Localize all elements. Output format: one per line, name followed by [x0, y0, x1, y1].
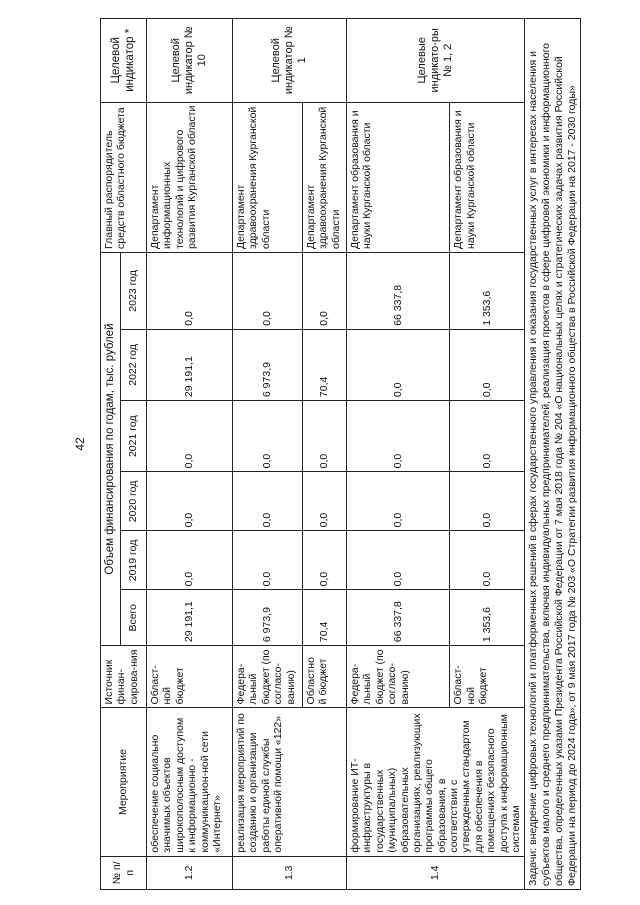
distributor-cell: Департамент здравоохранения Курганской области	[303, 102, 347, 252]
year-value-cell: 0,0	[147, 401, 233, 472]
source-cell: Област-ной бюджет	[147, 646, 233, 708]
total-cell: 29 191,1	[147, 590, 233, 646]
year-value-cell: 66 337,8	[347, 252, 450, 329]
table-row	[233, 19, 303, 890]
year-value-cell: 0,0	[347, 472, 450, 531]
event-cell: реализация мероприятий по созданию и организации работы единой службы оперативной помощи «122»	[233, 708, 347, 856]
year-value-cell: 0,0	[147, 531, 233, 590]
year-value-cell: 6 973,9	[233, 329, 303, 400]
rotated-table-container	[100, 18, 578, 890]
table-row	[347, 19, 450, 890]
year-value-cell: 0,0	[233, 252, 303, 329]
year-value-cell: 0,0	[450, 531, 525, 590]
year-value-cell: 0,0	[147, 472, 233, 531]
header-year-2023: 2023 год	[121, 252, 147, 329]
year-value-cell: 0,0	[450, 401, 525, 472]
task-text: Задачи: внедрение цифровых технологий и платформенных решений в сферах государственного управления и оказания государственных услуг в интересах населения и субъектов малого и среднего предпринимательства, включая индивидуальных предпринимателей, реализация проектов в сфере цифровой экономики и информационного общества, определенных указами Президента Российской Федерации от 7 мая 2018 года № 204 «О национальных целях и стратегических задачах развития Российской Федерации на период до 2024 года», от 9 мая 2017 года № 203 «О Стратегии развития информационного общества в Российской Федерации на 2017 - 2030 годы»	[525, 19, 581, 890]
header-year-2019: 2019 год	[121, 531, 147, 590]
year-value-cell: 0,0	[233, 531, 303, 590]
header-no: № п/п	[101, 856, 147, 889]
distributor-cell: Департамент образования и науки Курганской области	[347, 102, 450, 252]
indicator-cell: Целевые индикато-ры № 1, 2	[347, 19, 525, 103]
total-cell: 70,4	[303, 590, 347, 646]
year-value-cell: 29 191,1	[147, 329, 233, 400]
year-value-cell: 0,0	[303, 531, 347, 590]
year-value-cell: 0,0	[233, 472, 303, 531]
year-value-cell: 0,0	[303, 401, 347, 472]
header-volume: Объем финансирования по годам, тыс. рублей	[101, 252, 121, 645]
header-indicator: Целевой индикатор *	[101, 19, 147, 103]
distributor-cell: Департамент информационных технологий и цифрового развития Курганской области	[147, 102, 233, 252]
source-cell: Област-ной бюджет	[450, 646, 525, 708]
header-total: Всего	[121, 590, 147, 646]
year-value-cell: 0,0	[303, 252, 347, 329]
total-cell: 1 353,6	[450, 590, 525, 646]
financing-table	[100, 18, 581, 890]
page-number: 42	[73, 437, 87, 451]
source-cell: Областно й бюджет	[303, 646, 347, 708]
event-cell: обеспечение социально значимых объектов широкополосным доступом к информационно - коммуникацион-ной сети «Интернет»	[147, 708, 233, 856]
year-value-cell: 0,0	[147, 252, 233, 329]
header-source: Источник финан-сирова-ния	[101, 646, 147, 708]
row-number: 1.3	[233, 856, 347, 889]
year-value-cell: 0,0	[450, 329, 525, 400]
year-value-cell: 1 353,6	[450, 252, 525, 329]
header-year-2022: 2022 год	[121, 329, 147, 400]
year-value-cell: 70,4	[303, 329, 347, 400]
header-year-2020: 2020 год	[121, 472, 147, 531]
table-row	[147, 19, 233, 890]
year-value-cell: 0,0	[233, 401, 303, 472]
task-row	[525, 19, 581, 890]
distributor-cell: Департамент образования и науки Курганской области	[450, 102, 525, 252]
row-number: 1.2	[147, 856, 233, 889]
year-value-cell: 0,0	[303, 472, 347, 531]
header-event: Мероприятие	[101, 708, 147, 856]
header-distributor: Главный распорядитель средств областного бюджета	[101, 102, 147, 252]
indicator-cell: Целевой индикатор № 1	[233, 19, 347, 103]
year-value-cell: 0,0	[347, 401, 450, 472]
header-year-2021: 2021 год	[121, 401, 147, 472]
year-value-cell: 0,0	[347, 329, 450, 400]
distributor-cell: Департамент здравоохранения Курганской области	[233, 102, 303, 252]
total-cell: 66 337,8	[347, 590, 450, 646]
year-value-cell: 0,0	[347, 531, 450, 590]
source-cell: Федера-льный бюджет (по согласо-ванию)	[233, 646, 303, 708]
row-number: 1.4	[347, 856, 525, 889]
indicator-cell: Целевой индикатор № 10	[147, 19, 233, 103]
event-cell: формирование ИТ-инфраструктуры в государственных (муниципальных) образовательных организациях, реализующих программы общего образования, в соответствии с утвержденным стандартом для обеспечения в помещениях безопасного доступа к информационным системам	[347, 708, 525, 856]
year-value-cell: 0,0	[450, 472, 525, 531]
total-cell: 6 973,9	[233, 590, 303, 646]
source-cell: Федера-льный бюджет (по согласо-ванию)	[347, 646, 450, 708]
